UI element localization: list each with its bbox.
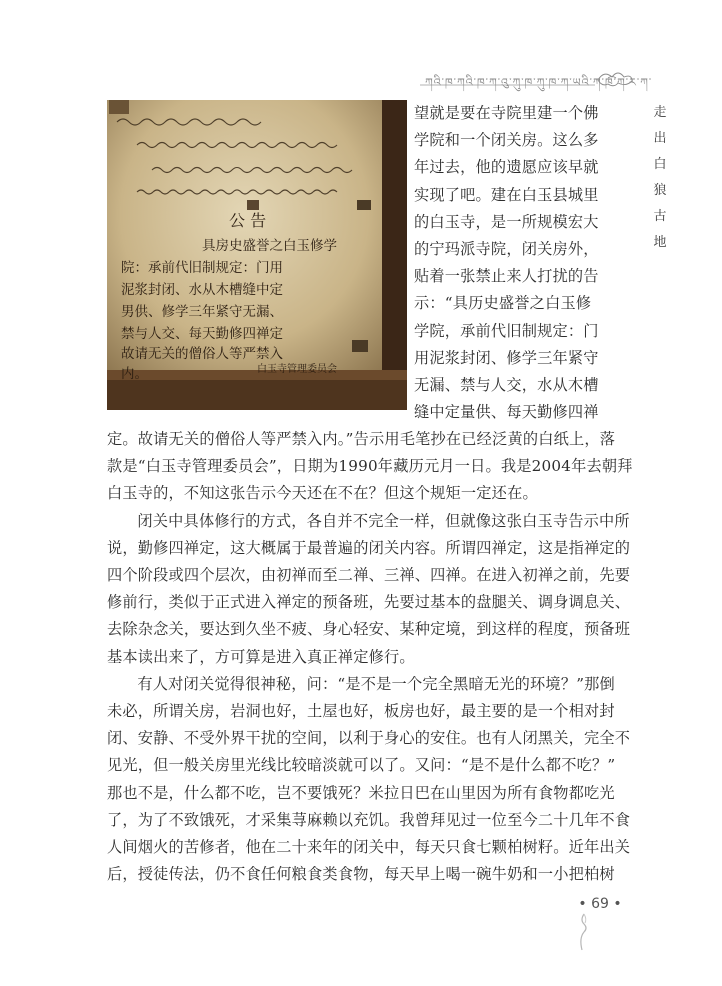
tassel-ornament — [574, 912, 594, 952]
page-number: • 69 • — [578, 896, 622, 912]
notice-line: 内。 — [121, 366, 148, 382]
text-line: 四个阶段或四个层次，由初禅而至二禅、三禅、四禅。在进入初禅之前，先要 — [107, 566, 631, 585]
text-line: 学院和一个闭关房。这么多 — [414, 131, 599, 150]
text-line: 实现了吧。建在白玉县城里 — [414, 185, 599, 204]
side-title-char: 地 — [653, 235, 667, 250]
paragraph — [107, 671, 639, 889]
side-chapter-title — [650, 100, 670, 256]
text-line: 闭关中具体修行的方式，各自并不完全一样，但就像这张白玉寺告示中所 — [137, 511, 630, 530]
side-title-char: 出 — [653, 131, 667, 146]
paragraph — [107, 508, 639, 671]
text-line: 白玉寺的，不知这张告示今天还在不在？但这个规矩一定还在。 — [107, 484, 538, 503]
text-line: 后，授徒传法，仍不食任何粮食类食物，每天早上喝一碗牛奶和一小把柏树 — [107, 865, 615, 884]
text-line: 的白玉寺，是一所规模宏大 — [414, 212, 599, 231]
header-tibetan-text: ཀའི་ཁ་ཀའི་ཁ་ཀ་འུ་ཀུ་ཁ་ཀུ་ཁ་ཀ་ཡའི་ཀ་ཁ་ཀ་ར་ཀ་ — [425, 76, 653, 89]
text-line: 学院，承前代旧制规定：门 — [414, 321, 599, 340]
text-line: 用泥浆封闭、修学三年紧守 — [414, 348, 599, 367]
notice-line: 泥浆封闭、水从木槽缝中定 — [121, 282, 283, 298]
notice-line: 禁与人交、每天勤修四禅定 — [121, 326, 283, 342]
notice-line: 院：承前代旧制规定：门用 — [121, 260, 283, 276]
notice-line: 具房史盛誉之白玉修学 — [202, 238, 337, 254]
text-line: 定。故请无关的僧俗人等严禁入内。”告示用毛笔抄在已经泛黄的白纸上，落 — [107, 430, 616, 448]
text-line: 示：“具历史盛誉之白玉修 — [414, 294, 592, 313]
side-title-char: 走 — [653, 105, 667, 120]
text-line: 有人对闭关觉得很神秘，问：“是不是一个完全黑暗无光的环境？”那倒 — [137, 674, 615, 693]
text-line: 贴着一张禁止来人打扰的告 — [414, 267, 599, 286]
text-line: 年过去，他的遗愿应该早就 — [414, 158, 599, 177]
notice-title: 公 告 — [229, 211, 267, 230]
notice-line: 故请无关的僧俗人等严禁入 — [121, 346, 283, 362]
text-line: 说，勤修四禅定，这大概属于最普遍的闭关内容。所谓四禅定，这是指禅定的 — [107, 538, 631, 557]
wrap-text-column — [414, 100, 638, 426]
notice-line: 男供、修学三年紧守无漏、 — [121, 304, 283, 320]
text-line: 的宁玛派寺院，闭关房外， — [414, 240, 599, 259]
text-line: 未必，所谓关房，岩洞也好，土屋也好，板房也好，最主要的是一个相对封 — [107, 702, 615, 721]
notice-signature: 白玉寺管理委员会 — [257, 364, 337, 375]
text-line: 人间烟火的苦修者，他在二十来年的闭关中，每天只食七颗柏树籽。近年出关 — [107, 838, 631, 857]
notice-photo — [107, 100, 407, 410]
text-line: 了，为了不致饿死，才采集荨麻赖以充饥。我曾拜见过一位至今二十几年不食 — [107, 810, 631, 829]
text-line: 见光，但一般关房里光线比较暗淡就可以了。又问：“是不是什么都不吃？” — [107, 756, 616, 775]
text-line: 基本读出来了，方可算是进入真正禅定修行。 — [107, 647, 415, 666]
side-title-char: 狼 — [653, 183, 667, 198]
text-line: 闭、安静、不受外界干扰的空间，以利于身心的安住。也有人闭黑关，完全不 — [107, 729, 631, 748]
body-text — [107, 426, 639, 888]
text-line: 去除杂念关，要达到久坐不疲、身心轻安、某种定境，到这样的程度，预备班 — [107, 620, 631, 639]
text-line: 无漏、禁与人交，水从木槽 — [414, 376, 599, 395]
side-title-char: 古 — [653, 209, 667, 224]
paragraph — [107, 426, 639, 508]
text-line: 那也不是，什么都不吃，岂不要饿死？米拉日巴在山里因为所有食物都吃光 — [107, 783, 615, 802]
text-line: 望就是要在寺院里建一个佛 — [414, 104, 599, 122]
side-title-char: 白 — [653, 157, 667, 172]
text-line: 修前行，类似于正式进入禅定的预备班，先要过基本的盘腿关、调身调息关、 — [107, 593, 631, 612]
text-line: 缝中定量供、每天勤修四禅 — [414, 403, 599, 422]
text-line: 款是“白玉寺管理委员会”，日期为1990年藏历元月一日。我是2004年去朝拜 — [107, 457, 633, 476]
